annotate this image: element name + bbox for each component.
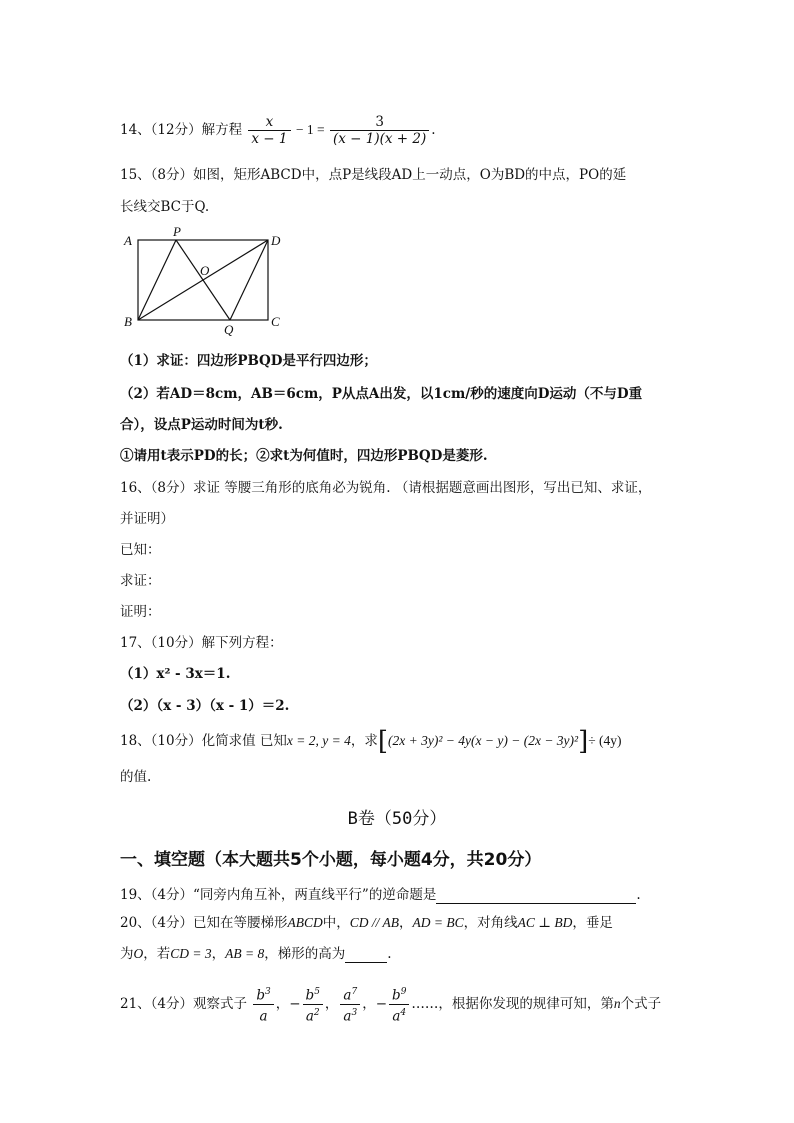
- q15-part-2-line-1: （2）若AD＝8cm，AB＝6cm，P从点A出发，以1cm/秒的速度向D运动（不与D重: [120, 386, 643, 402]
- q19-text: 19、（4分）“同旁内角互补，两直线平行”的逆命题是: [120, 887, 437, 903]
- q17-title: 17、（10分）解下列方程：: [120, 635, 283, 651]
- q20-line-1: [120, 914, 613, 932]
- q14-suffix: .: [431, 122, 436, 138]
- q18-given: x = 2, y = 4: [286, 733, 351, 748]
- q16-prove: 求证：: [120, 573, 161, 589]
- q14-prefix: 14、（12分）解方程: [120, 122, 243, 138]
- q21: 21、（4分）观察式子 $\frac{b^3}{a}$ ，− $\frac{b^5}{a^2}$ ， $\frac{a^7}{a^3}$ ，− $\frac{b^9}{a^4}$ ……，根据你发现的规律可知，第n个式子: [120, 982, 661, 1026]
- q18-expression: (2x + 3y)² − 4y(x − y) − (2x − 3y)²: [388, 733, 579, 748]
- q20-cond-3: AC ⊥ BD: [517, 915, 573, 930]
- q21-suffix-a: ，根据你发现的规律可知，第: [438, 996, 614, 1012]
- q16-line-1: 16、（8分）求证 等腰三角形的底角必为锐角. （请根据题意画出图形，写出已知、求证，: [120, 480, 652, 496]
- section-b-heading: 一、填空题（本大题共5个小题，每小题4分，共20分）: [120, 850, 542, 870]
- q16-line-2: 并证明）: [120, 511, 174, 527]
- q19-answer-blank: [436, 889, 636, 904]
- q15-part-1: （1）求证：四边形PBQD是平行四边形；: [120, 353, 377, 369]
- q18-prefix: 18、（10分）化简求值 已知: [120, 733, 287, 749]
- q20-text-g: ，梯形的高为: [264, 946, 346, 962]
- q17-part-2: （2）（x - 3）（x - 1）＝2.: [120, 698, 290, 714]
- q14-middle: − 1 =: [292, 122, 328, 137]
- q18-mid: ，求: [350, 733, 378, 749]
- q18-tail: ÷ (4y): [588, 733, 622, 748]
- q21-suffix-b: 个式子: [620, 996, 662, 1012]
- section-b-title: B卷（50分）: [347, 809, 447, 829]
- q15-part-2-line-2: 合），设点P运动时间为t秒.: [120, 417, 283, 433]
- q20-suffix: .: [387, 946, 392, 962]
- q21-term-4: − $\frac{b^9}{a^4}$: [376, 996, 412, 1012]
- q20-ab: AB = 8: [225, 946, 265, 961]
- q20-line-2: [120, 945, 392, 963]
- q20-answer-blank: [345, 948, 387, 963]
- q18: [120, 726, 622, 757]
- q20-text-d: ，垂足: [572, 915, 613, 931]
- q20-text-f: ，若: [143, 946, 171, 962]
- label-q: Q: [224, 322, 234, 336]
- q15-figure: [118, 226, 298, 336]
- q14: [120, 110, 436, 150]
- q14-fraction-1: $\frac{x}{x - 1}$: [248, 114, 290, 148]
- q20-text-e: 为: [120, 946, 134, 962]
- q20-cd: CD = 3: [170, 946, 212, 961]
- q15-part-3: ①请用t表示PD的长；②求t为何值时，四边形PBQD是菱形.: [120, 448, 488, 464]
- label-a: A: [124, 233, 132, 248]
- q19-suffix: .: [636, 887, 641, 903]
- q20-sep-2: ，: [211, 946, 226, 962]
- q21-term-1: $\frac{b^3}{a}$: [251, 996, 275, 1012]
- q21-ellipsis: ……: [411, 996, 439, 1012]
- q21-n: n: [613, 996, 621, 1011]
- q20-cond-1: CD // AB: [349, 915, 400, 930]
- label-b: B: [124, 314, 132, 329]
- label-p: P: [173, 226, 181, 239]
- q20-text-a: 20、（4分）已知在等腰梯形: [120, 915, 288, 931]
- q15-line-1: 15、（8分）如图，矩形ABCD中，点P是线段AD上一动点，O为BD的中点，PO的延: [120, 167, 627, 183]
- q20-sep-1: ，: [399, 915, 413, 931]
- q21-term-3: $\frac{a^7}{a^3}$: [338, 996, 362, 1012]
- label-o: O: [200, 263, 210, 278]
- q21-term-2: − $\frac{b^5}{a^2}$: [289, 996, 325, 1012]
- q20-o: O: [133, 946, 144, 961]
- label-d: D: [271, 233, 281, 248]
- q20-text-c: ，对角线: [463, 915, 518, 931]
- right-bracket-icon: ]: [578, 726, 589, 757]
- q15-line-2: 长线交BC于Q.: [120, 199, 210, 215]
- left-bracket-icon: [: [377, 726, 389, 757]
- q20-abcd: ABCD: [287, 915, 323, 930]
- q16-known: 已知：: [120, 542, 161, 558]
- q14-fraction-2: $\frac{3}{(x - 1)(x + 2)}$: [330, 114, 429, 148]
- q19: [120, 886, 641, 904]
- q20-cond-2: AD = BC: [412, 915, 464, 930]
- q18-line-2: 的值.: [120, 769, 152, 785]
- label-c: C: [271, 314, 280, 329]
- q17-part-1: （1）x² - 3x＝1.: [120, 666, 231, 682]
- segment-pq: [176, 240, 230, 320]
- q21-prefix: 21、（4分）观察式子: [120, 996, 248, 1012]
- q20-text-b: 中，: [322, 915, 350, 931]
- q16-proof: 证明：: [120, 604, 161, 620]
